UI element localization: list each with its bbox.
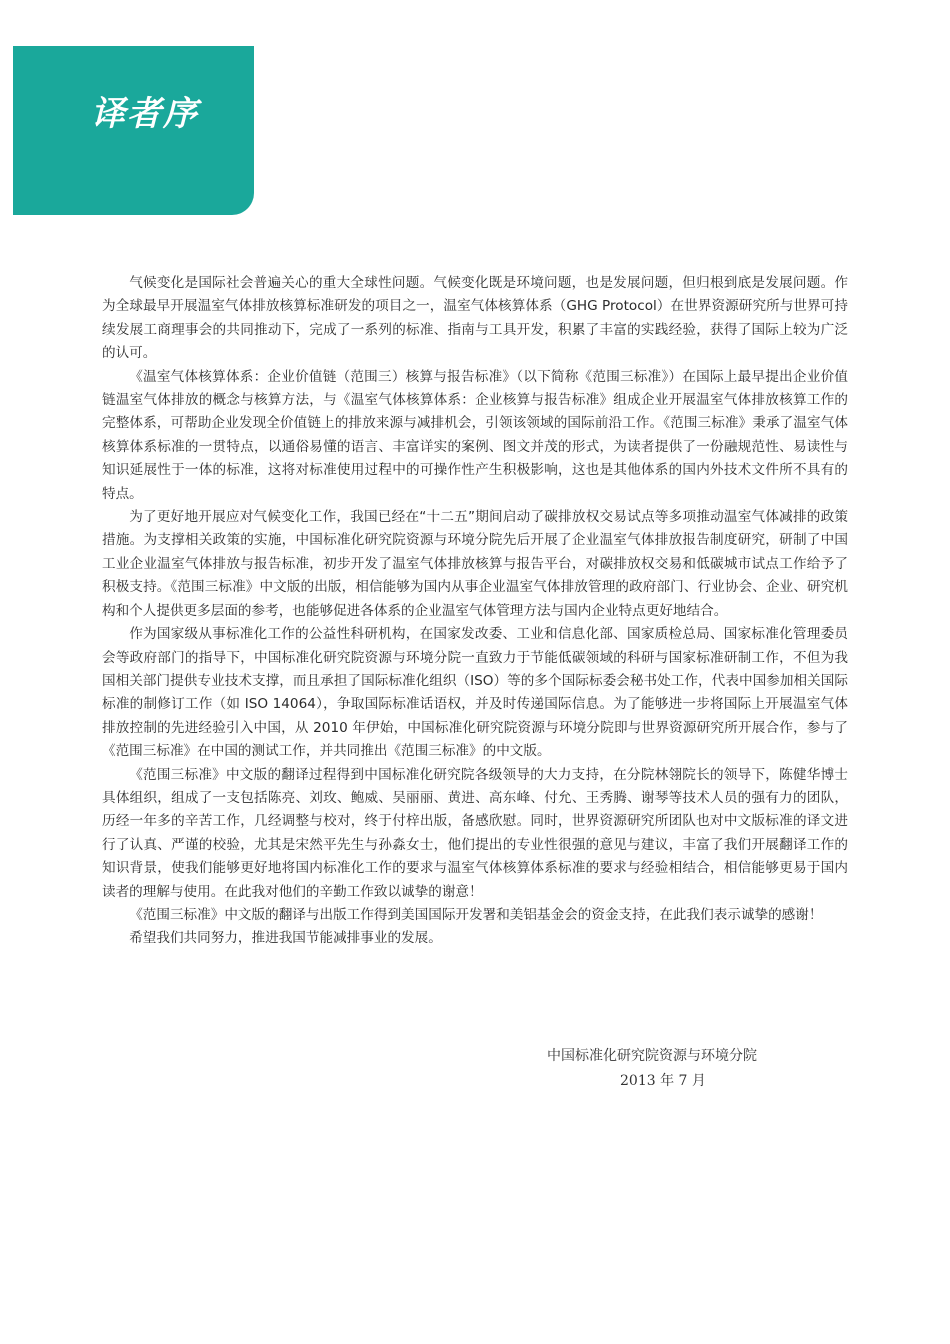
paragraph-3: 为了更好地开展应对气候变化工作，我国已经在“十二五”期间启动了碳排放权交易试点等多项推动温室气体减排的政策措施。为支撑相关政策的实施，中国标准化研究院资源与环境分院先后开展了企业温室气体排放报告制度研究，研制了中国工业企业温室气体排放与报告标准，初步开发了温室气体排放核算与报告平台，对碳排放权交易和低碳城市试点工作给予了积极支持。《范围三标准》中文版的出版，相信能够为国内从事企业温室气体排放管理的政府部门、行业协会、企业、研究机构和个人提供更多层面的参考，也能够促进各体系的企业温室气体管理方法与国内企业特点更好地结合。 — [102, 509, 848, 619]
paragraph-2: 《温室气体核算体系：企业价值链（范围三）核算与报告标准》（以下简称《范围三标准》）在国际上最早提出企业价值链温室气体排放的概念与核算方法，与《温室气体核算体系：企业核算与报告标准》组成企业开展温室气体排放核算工作的完整体系，可帮助企业发现全价值链上的排放来源与减排机会，引领该领域的国际前沿工作。《范围三标准》秉承了温室气体核算体系标准的一贯特点，以通俗易懂的语言、丰富详实的案例、图文并茂的形式，为读者提供了一份融规范性、易读性与知识延展性于一体的标准，这将对标准使用过程中的可操作性产生积极影响，这也是其他体系的国内外技术文件所不具有的特点。 — [102, 368, 848, 502]
signature-date: 2013 年 7 月 — [620, 1073, 706, 1089]
paragraph-1: 气候变化是国际社会普遍关心的重大全球性问题。气候变化既是环境问题，也是发展问题，但归根到底是发展问题。作为全球最早开展温室气体排放核算标准研发的项目之一，温室气体核算体系（GHG Protocol）在世界资源研究所与世界可持续发展工商理事会的共同推动下，完成了一系列的标准、指南与工具开发，积累了丰富的实践经验，获得了国际上较为广泛的认可。 — [102, 275, 848, 362]
page-title: 译者序 — [91, 94, 199, 134]
paragraph-7: 希望我们共同努力，推进我国节能减排事业的发展。 — [129, 930, 442, 947]
preface-body — [102, 272, 848, 951]
paragraph-6: 《范围三标准》中文版的翻译与出版工作得到美国国际开发署和美铝基金会的资金支持，在此我们表示诚挚的感谢！ — [129, 906, 823, 923]
paragraph-5: 《范围三标准》中文版的翻译过程得到中国标准化研究院各级领导的大力支持，在分院林翎院长的领导下，陈健华博士具体组织，组成了一支包括陈亮、刘玫、鲍威、吴丽丽、黄进、高东峰、付允、王秀腾、谢琴等技术人员的强有力的团队，历经一年多的辛苦工作，几经调整与校对，终于付梓出版，备感欣慰。同时，世界资源研究所团队也对中文版标准的译文进行了认真、严谨的校验，尤其是宋然平先生与孙淼女士，他们提出的专业性很强的意见与建议，丰富了我们开展翻译工作的知识背景，使我们能够更好地将国内标准化工作的要求与温室气体核算体系标准的要求与经验相结合，相信能够更易于国内读者的理解与使用。在此我对他们的辛勤工作致以诚挚的谢意！ — [102, 766, 848, 900]
signature-organization: 中国标准化研究院资源与环境分院 — [547, 1048, 757, 1064]
paragraph-4: 作为国家级从事标准化工作的公益性科研机构，在国家发改委、工业和信息化部、国家质检总局、国家标准化管理委员会等政府部门的指导下，中国标准化研究院资源与环境分院一直致力于节能低碳领域的科研与国家标准研制工作，不但为我国相关部门提供专业技术支撑，而且承担了国际标准化组织（ISO）等的多个国际标委会秘书处工作，代表中国参加相关国际标准的制修订工作（如 ISO 14064），争取国际标准话语权，并及时传递国际信息。为了能够进一步将国际上开展温室气体排放控制的先进经验引入中国，从 2010 年伊始，中国标准化研究院资源与环境分院即与世界资源研究所开展合作，参与了《范围三标准》在中国的测试工作，并共同推出《范围三标准》的中文版。 — [102, 626, 848, 760]
